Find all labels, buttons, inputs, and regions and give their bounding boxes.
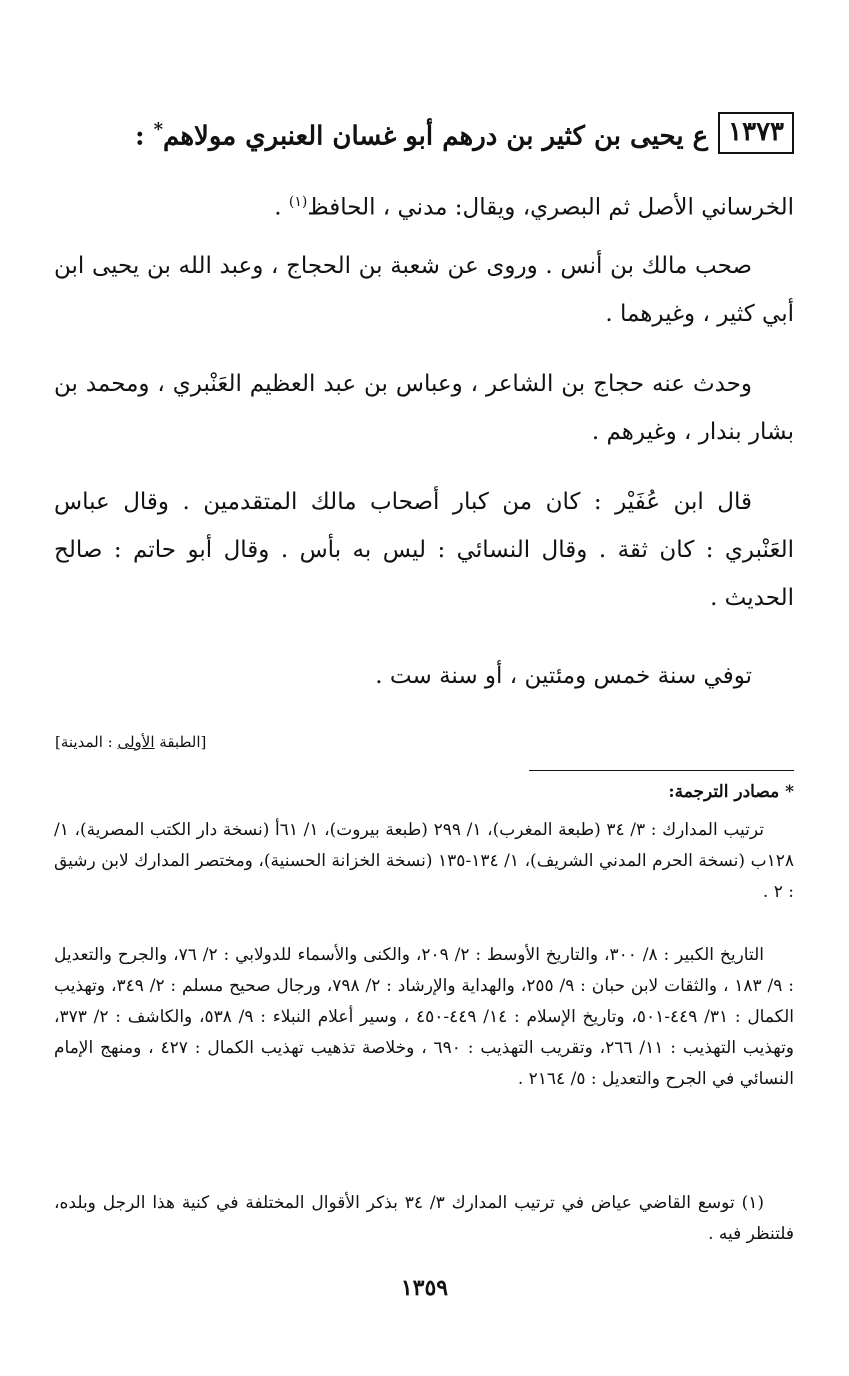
paragraph-teachers: صحب مالك بن أنس . وروى عن شعبة بن الحجاج ، وعبد الله بن يحيى ابن أبي كثير ، وغيرهما . bbox=[54, 253, 794, 327]
entry-heading bbox=[54, 110, 794, 157]
entry-title-colon: : bbox=[134, 121, 154, 152]
footnote-divider bbox=[529, 770, 794, 771]
source-asterisk: * bbox=[153, 119, 164, 140]
paragraph-students: وحدث عنه حجاج بن الشاعر ، وعباس بن عبد العظيم العَنْبري ، ومحمد بن بشار بندار ، وغيرهم . bbox=[54, 371, 794, 445]
tabaqa-rest: : المدينة] bbox=[55, 733, 118, 751]
tabaqa-underlined: الأولى bbox=[117, 733, 155, 751]
tabaqa-label bbox=[55, 730, 206, 754]
paragraph-opinions: قال ابن عُفَيْر : كان من كبار أصحاب مالك المتقدمين . وقال عباس العَنْبري : كان ثقة . وقال النسائي : ليس به بأس . وقال أبو حاتم : صالح الحديث . bbox=[54, 489, 794, 611]
paragraph-origin bbox=[54, 178, 794, 232]
footnote-1: (١) توسع القاضي عياض في ترتيب المدارك ٣/ ٣٤ بذكر الأقوال المختلفة في كنية هذا الرجل وبلده، فلتنظر فيه . bbox=[54, 1193, 794, 1244]
sources-heading: * مصادر الترجمة: bbox=[668, 782, 794, 802]
tabaqa-open: [الطبقة bbox=[154, 733, 207, 751]
origin-end: . bbox=[274, 194, 289, 221]
paragraph-death: توفي سنة خمس ومئتين ، أو سنة ست . bbox=[375, 663, 752, 689]
entry-title-text: ع يحيى بن كثير بن درهم أبو غسان العنبري مولاهم bbox=[163, 121, 709, 152]
entry-title bbox=[135, 110, 708, 157]
sources-general: التاريخ الكبير : ٨/ ٣٠٠، والتاريخ الأوسط : ٢/ ٢٠٩، والكنى والأسماء للدولابي : ٢/ ٧٦، والجرح والتعديل : ٩/ ١٨٣ ، والثقات لابن حبان : ٩/ ٢٥٥، والهداية والإرشاد : ٢/ ٧٩٨، ورجال صحيح مسلم : ٢/ ٣٤٩، وتهذيب الكمال : ٣١/ ٤٤٩-٥٠١، وتاريخ الإسلام : ١٤/ ٤٤٩-٤٥٠ ، وسير أعلام النبلاء : ٩/ ٥٣٨، والكاشف : ٢/ ٣٧٣، وتهذيب التهذيب : ١١/ ٢٦٦، وتقريب التهذيب : ٦٩٠ ، وخلاصة تذهيب تهذيب الكمال : ٤٢٧ ، ومنهج الإمام النسائي في الجرح والتعديل : ٥/ ٢١٦٤ . bbox=[54, 945, 795, 1089]
origin-text: الخرساني الأصل ثم البصري، ويقال: مدني ، الحافظ bbox=[307, 194, 794, 221]
entry-number-box: ١٣٧٣ bbox=[718, 112, 794, 154]
sources-madarik: ترتيب المدارك : ٣/ ٣٤ (طبعة المغرب)، ١/ ٢٩٩ (طبعة بيروت)، ١/ ٦١أ (نسخة دار الكتب المصرية)، ١/ ١٢٨ب (نسخة الحرم المدني الشريف)، ١/ ١٣٤-١٣٥ (نسخة الخزانة الحسنية)، ومختصر المدارك لابن رشيق : ٢ . bbox=[54, 820, 795, 902]
page-number: ١٣٥٩ bbox=[400, 1275, 449, 1301]
footnote-ref: (١) bbox=[288, 194, 308, 210]
